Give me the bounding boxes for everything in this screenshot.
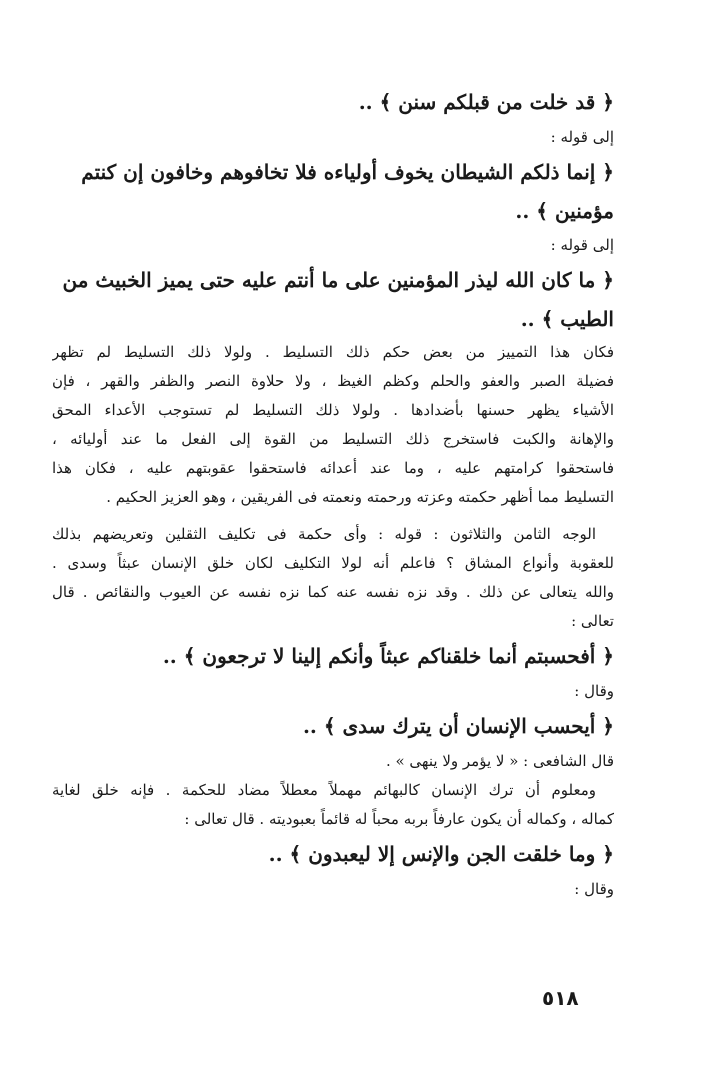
paragraph-line: للعقوبة وأنواع المشاق ؟ فاعلم أنه لولا التكليف لكان خلق الإنسان عبثاً وسدى . xyxy=(52,554,614,572)
verse-intro: إلى قوله : xyxy=(550,236,614,254)
verse-intro: إلى قوله : xyxy=(550,128,614,146)
page-body xyxy=(52,82,614,904)
paragraph-line: الأشياء يظهر حسنها بأضدادها . ولولا ذلك التسليط لم تستوجب الأعداء المحق xyxy=(52,401,614,419)
quran-verse: ﴿ ما كان الله ليذر المؤمنين على ما أنتم عليه حتى يميز الخبيث من xyxy=(62,268,614,292)
paragraph-line: فاستحقوا كرامتهم عليه ، وما عند أعدائه فاستحقوا عقوبتهم عليه ، فكان هذا xyxy=(52,459,614,477)
page-number: ٥١٨ xyxy=(542,986,579,1010)
paragraph-line: ومعلوم أن ترك الإنسان كالبهائم مهملاً معطلاً مضاد للحكمة . فإنه خلق لغاية xyxy=(52,781,596,799)
paragraph-line: تعالى : xyxy=(571,612,614,630)
paragraph-line: كماله ، وكماله أن يكون عارفاً بربه محباً له قائماً بعبوديته . قال تعالى : xyxy=(184,810,614,828)
quran-verse: ﴿ أيحسب الإنسان أن يترك سدى ﴾ .. xyxy=(302,714,614,738)
quran-verse: ﴿ قد خلت من قبلكم سنن ﴾ .. xyxy=(358,90,614,114)
quote-line: قال الشافعى : « لا يؤمر ولا ينهى » . xyxy=(385,752,614,770)
quran-verse: ﴿ إنما ذلكم الشيطان يخوف أولياءه فلا تخافوهم وخافون إن كنتم xyxy=(81,160,614,184)
paragraph-line: والإهانة والكبت فاستخرج ذلك التسليط من القوة إلى الفعل ما عند أوليائه ، xyxy=(52,430,614,448)
paragraph-line: الوجه الثامن والثلاثون : قوله : وأى حكمة فى تكليف الثقلين وتعريضهم بذلك xyxy=(52,525,596,543)
paragraph-gap xyxy=(52,512,614,520)
verse-intro: وقال : xyxy=(574,682,614,700)
quran-verse-continuation: الطيب ﴾ .. xyxy=(520,307,614,331)
quran-verse-continuation: مؤمنين ﴾ .. xyxy=(515,199,614,223)
verse-intro: وقال : xyxy=(574,880,614,898)
paragraph-line: التسليط مما أظهر حكمته وعزته ورحمته ونعمته فى الفريقين ، وهو العزيز الحكيم . xyxy=(106,488,614,506)
paragraph-line: فضيلة الصبر والعفو والحلم وكظم الغيظ ، ولا حلاوة النصر والظفر والقهر ، فإن xyxy=(52,372,614,390)
quran-verse: ﴿ وما خلقت الجن والإنس إلا ليعبدون ﴾ .. xyxy=(268,842,614,866)
quran-verse: ﴿ أفحسبتم أنما خلقناكم عبثاً وأنكم إلينا لا ترجعون ﴾ .. xyxy=(162,644,614,668)
paragraph-line: والله يتعالى عن ذلك . وقد نزه نفسه عنه كما نزه نفسه عن العيوب والنقائص . قال xyxy=(52,583,614,601)
paragraph-line: فكان هذا التمييز من بعض حكم ذلك التسليط . ولولا ذلك التسليط لم تظهر xyxy=(52,343,614,361)
